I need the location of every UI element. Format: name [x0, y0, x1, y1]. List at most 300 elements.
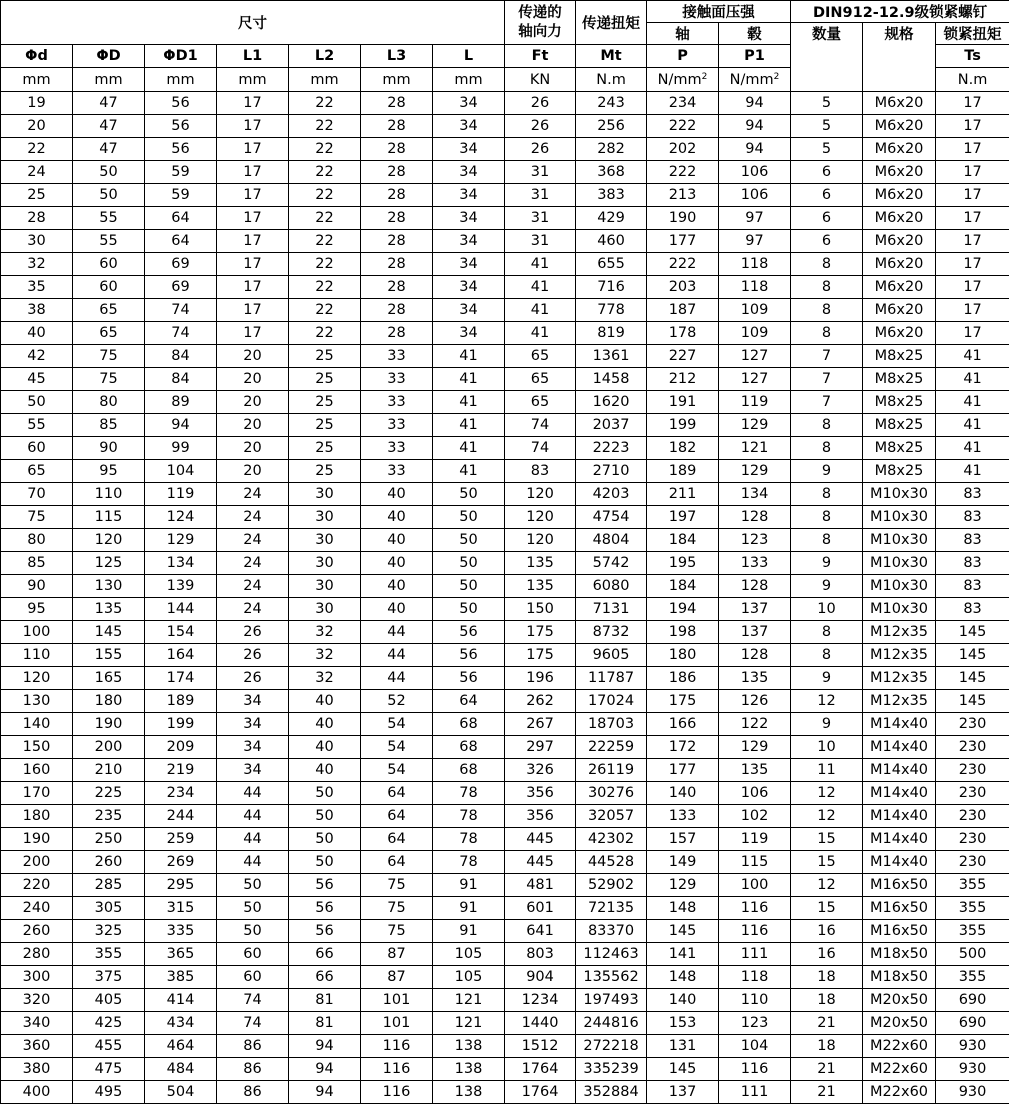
cell-L1: 34	[217, 690, 289, 713]
symbol-L1: L1	[217, 45, 289, 68]
cell-Ts: 230	[936, 759, 1009, 782]
cell-d: 32	[1, 253, 73, 276]
cell-L1: 17	[217, 276, 289, 299]
cell-Mt: 42302	[576, 828, 647, 851]
cell-L3: 64	[361, 782, 433, 805]
cell-L2: 66	[289, 943, 361, 966]
table-row	[1, 529, 1009, 552]
cell-P1: 127	[719, 368, 791, 391]
symbol-Ft: Ft	[505, 45, 576, 68]
cell-D: 90	[73, 437, 145, 460]
cell-Ft: 26	[505, 115, 576, 138]
cell-P: 182	[647, 437, 719, 460]
cell-d: 160	[1, 759, 73, 782]
cell-L: 56	[433, 621, 505, 644]
cell-D: 60	[73, 276, 145, 299]
cell-L1: 50	[217, 874, 289, 897]
cell-P: 137	[647, 1081, 719, 1104]
cell-P1: 116	[719, 1058, 791, 1081]
table-row	[1, 1012, 1009, 1035]
cell-L1: 17	[217, 253, 289, 276]
cell-Ts: 83	[936, 483, 1009, 506]
cell-qty: 21	[791, 1012, 863, 1035]
cell-P1: 126	[719, 690, 791, 713]
cell-spec: M14x40	[863, 782, 936, 805]
cell-D1: 295	[145, 874, 217, 897]
cell-spec: M12x35	[863, 621, 936, 644]
cell-d: 280	[1, 943, 73, 966]
cell-Mt: 32057	[576, 805, 647, 828]
cell-L3: 28	[361, 230, 433, 253]
cell-qty: 11	[791, 759, 863, 782]
cell-D: 85	[73, 414, 145, 437]
axial-force-line2: 轴向力	[505, 23, 575, 42]
table-row	[1, 828, 1009, 851]
cell-Ft: 1234	[505, 989, 576, 1012]
cell-P: 194	[647, 598, 719, 621]
cell-D1: 139	[145, 575, 217, 598]
cell-L: 50	[433, 598, 505, 621]
cell-qty: 10	[791, 598, 863, 621]
cell-qty: 21	[791, 1058, 863, 1081]
cell-D1: 244	[145, 805, 217, 828]
cell-L: 41	[433, 345, 505, 368]
cell-D: 250	[73, 828, 145, 851]
cell-d: 260	[1, 920, 73, 943]
cell-L3: 33	[361, 437, 433, 460]
cell-spec: M8x25	[863, 391, 936, 414]
cell-L1: 20	[217, 437, 289, 460]
cell-d: 70	[1, 483, 73, 506]
table-row	[1, 345, 1009, 368]
symbol-L: L	[433, 45, 505, 68]
cell-spec: M14x40	[863, 713, 936, 736]
cell-Ft: 1764	[505, 1058, 576, 1081]
cell-D: 235	[73, 805, 145, 828]
cell-L: 91	[433, 874, 505, 897]
cell-d: 28	[1, 207, 73, 230]
cell-D1: 74	[145, 299, 217, 322]
cell-D1: 74	[145, 322, 217, 345]
cell-Mt: 778	[576, 299, 647, 322]
cell-spec: M6x20	[863, 230, 936, 253]
cell-P1: 127	[719, 345, 791, 368]
cell-Ts: 41	[936, 414, 1009, 437]
cell-D: 55	[73, 207, 145, 230]
cell-D1: 119	[145, 483, 217, 506]
unit-L2: mm	[289, 68, 361, 92]
cell-Ft: 65	[505, 345, 576, 368]
cell-D1: 56	[145, 92, 217, 115]
cell-D: 65	[73, 322, 145, 345]
cell-Ts: 355	[936, 874, 1009, 897]
cell-qty: 9	[791, 667, 863, 690]
cell-qty: 6	[791, 230, 863, 253]
symbol-Ts: Ts	[936, 45, 1009, 68]
cell-Mt: 18703	[576, 713, 647, 736]
cell-Mt: 460	[576, 230, 647, 253]
cell-P: 180	[647, 644, 719, 667]
table-row	[1, 575, 1009, 598]
cell-L: 50	[433, 529, 505, 552]
cell-P1: 102	[719, 805, 791, 828]
cell-spec: M10x30	[863, 552, 936, 575]
cell-D1: 59	[145, 184, 217, 207]
cell-qty: 10	[791, 736, 863, 759]
cell-L: 56	[433, 667, 505, 690]
cell-L3: 33	[361, 345, 433, 368]
cell-P: 186	[647, 667, 719, 690]
cell-L1: 26	[217, 644, 289, 667]
cell-Ts: 17	[936, 322, 1009, 345]
cell-P1: 122	[719, 713, 791, 736]
cell-L: 50	[433, 483, 505, 506]
cell-P1: 128	[719, 575, 791, 598]
cell-Mt: 8732	[576, 621, 647, 644]
cell-Ft: 120	[505, 529, 576, 552]
cell-spec: M6x20	[863, 138, 936, 161]
cell-L2: 22	[289, 184, 361, 207]
cell-L2: 32	[289, 644, 361, 667]
cell-L: 91	[433, 920, 505, 943]
cell-D1: 385	[145, 966, 217, 989]
cell-P1: 100	[719, 874, 791, 897]
table-row	[1, 483, 1009, 506]
cell-spec: M10x30	[863, 506, 936, 529]
cell-qty: 8	[791, 414, 863, 437]
cell-P: 211	[647, 483, 719, 506]
table-row	[1, 782, 1009, 805]
cell-P: 177	[647, 230, 719, 253]
cell-Ft: 326	[505, 759, 576, 782]
cell-L: 34	[433, 115, 505, 138]
cell-d: 190	[1, 828, 73, 851]
cell-P: 227	[647, 345, 719, 368]
cell-L3: 33	[361, 460, 433, 483]
cell-P: 203	[647, 276, 719, 299]
cell-L3: 101	[361, 989, 433, 1012]
cell-spec: M18x50	[863, 966, 936, 989]
cell-L: 50	[433, 575, 505, 598]
cell-L3: 28	[361, 322, 433, 345]
cell-qty: 8	[791, 322, 863, 345]
cell-D1: 84	[145, 368, 217, 391]
cell-L3: 28	[361, 207, 433, 230]
cell-qty: 7	[791, 345, 863, 368]
cell-d: 130	[1, 690, 73, 713]
cell-P: 234	[647, 92, 719, 115]
cell-L: 34	[433, 322, 505, 345]
cell-D: 130	[73, 575, 145, 598]
cell-Ft: 1512	[505, 1035, 576, 1058]
cell-L: 34	[433, 276, 505, 299]
unit-L1: mm	[217, 68, 289, 92]
cell-L: 50	[433, 552, 505, 575]
cell-D: 260	[73, 851, 145, 874]
cell-L: 34	[433, 138, 505, 161]
cell-Ts: 145	[936, 621, 1009, 644]
cell-D: 60	[73, 253, 145, 276]
cell-L: 121	[433, 1012, 505, 1035]
cell-qty: 15	[791, 851, 863, 874]
table-row	[1, 322, 1009, 345]
cell-Ts: 230	[936, 782, 1009, 805]
cell-D: 47	[73, 138, 145, 161]
cell-D: 225	[73, 782, 145, 805]
cell-L2: 25	[289, 391, 361, 414]
cell-D1: 84	[145, 345, 217, 368]
cell-L1: 24	[217, 552, 289, 575]
cell-L3: 40	[361, 598, 433, 621]
table-row	[1, 920, 1009, 943]
cell-P: 198	[647, 621, 719, 644]
table-row	[1, 874, 1009, 897]
cell-L2: 81	[289, 1012, 361, 1035]
cell-spec: M6x20	[863, 253, 936, 276]
cell-Ft: 65	[505, 391, 576, 414]
cell-Ft: 74	[505, 437, 576, 460]
cell-Ts: 355	[936, 966, 1009, 989]
cell-P1: 135	[719, 667, 791, 690]
cell-D: 305	[73, 897, 145, 920]
cell-L2: 25	[289, 437, 361, 460]
cell-Ts: 145	[936, 644, 1009, 667]
cell-L: 41	[433, 414, 505, 437]
unit-P-base: N/mm	[658, 72, 702, 88]
cell-L1: 60	[217, 966, 289, 989]
cell-d: 360	[1, 1035, 73, 1058]
cell-L2: 50	[289, 805, 361, 828]
cell-qty: 8	[791, 621, 863, 644]
cell-spec: M6x20	[863, 161, 936, 184]
cell-L1: 50	[217, 897, 289, 920]
cell-D: 200	[73, 736, 145, 759]
cell-D: 145	[73, 621, 145, 644]
cell-P: 149	[647, 851, 719, 874]
cell-L: 91	[433, 897, 505, 920]
cell-spec: M8x25	[863, 437, 936, 460]
cell-d: 110	[1, 644, 73, 667]
cell-D: 210	[73, 759, 145, 782]
cell-spec: M14x40	[863, 759, 936, 782]
unit-P1	[719, 68, 791, 92]
cell-D1: 64	[145, 207, 217, 230]
cell-L1: 86	[217, 1081, 289, 1104]
cell-D: 375	[73, 966, 145, 989]
cell-spec: M10x30	[863, 598, 936, 621]
cell-qty: 6	[791, 161, 863, 184]
table-body	[1, 92, 1009, 1104]
cell-spec: M12x35	[863, 644, 936, 667]
cell-P1: 118	[719, 276, 791, 299]
cell-P: 222	[647, 253, 719, 276]
cell-spec: M22x60	[863, 1035, 936, 1058]
cell-qty: 18	[791, 989, 863, 1012]
cell-qty: 12	[791, 805, 863, 828]
cell-D1: 104	[145, 460, 217, 483]
cell-Mt: 83370	[576, 920, 647, 943]
cell-Ft: 120	[505, 506, 576, 529]
cell-qty: 6	[791, 184, 863, 207]
cell-qty: 12	[791, 874, 863, 897]
cell-L2: 25	[289, 414, 361, 437]
cell-D1: 434	[145, 1012, 217, 1035]
cell-L2: 30	[289, 575, 361, 598]
cell-spec: M8x25	[863, 345, 936, 368]
cell-D1: 199	[145, 713, 217, 736]
cell-Ft: 135	[505, 552, 576, 575]
cell-L2: 66	[289, 966, 361, 989]
cell-spec: M6x20	[863, 207, 936, 230]
cell-L2: 30	[289, 552, 361, 575]
cell-L1: 20	[217, 391, 289, 414]
cell-P1: 129	[719, 460, 791, 483]
cell-L2: 32	[289, 621, 361, 644]
cell-Ts: 355	[936, 897, 1009, 920]
cell-Mt: 72135	[576, 897, 647, 920]
cell-P: 187	[647, 299, 719, 322]
cell-L2: 30	[289, 529, 361, 552]
table-row	[1, 621, 1009, 644]
unit-Ts: N.m	[936, 68, 1009, 92]
cell-d: 90	[1, 575, 73, 598]
cell-D: 325	[73, 920, 145, 943]
cell-Mt: 716	[576, 276, 647, 299]
cell-Ft: 1764	[505, 1081, 576, 1104]
cell-L: 34	[433, 299, 505, 322]
cell-D: 75	[73, 345, 145, 368]
cell-spec: M10x30	[863, 575, 936, 598]
cell-Ts: 41	[936, 437, 1009, 460]
cell-L3: 33	[361, 414, 433, 437]
table-row	[1, 851, 1009, 874]
cell-D: 190	[73, 713, 145, 736]
cell-Mt: 197493	[576, 989, 647, 1012]
cell-L: 138	[433, 1035, 505, 1058]
table-row	[1, 690, 1009, 713]
cell-L1: 24	[217, 598, 289, 621]
cell-Mt: 2710	[576, 460, 647, 483]
cell-qty: 15	[791, 897, 863, 920]
cell-d: 38	[1, 299, 73, 322]
cell-D: 75	[73, 368, 145, 391]
symbol-P: P	[647, 45, 719, 68]
cell-Ts: 230	[936, 851, 1009, 874]
cell-Ft: 641	[505, 920, 576, 943]
cell-Ts: 355	[936, 920, 1009, 943]
cell-d: 320	[1, 989, 73, 1012]
cell-Ts: 41	[936, 345, 1009, 368]
symbol-d: Φd	[1, 45, 73, 68]
cell-L2: 22	[289, 138, 361, 161]
cell-L1: 17	[217, 92, 289, 115]
table-row	[1, 805, 1009, 828]
cell-Ts: 17	[936, 161, 1009, 184]
cell-L2: 40	[289, 759, 361, 782]
cell-d: 170	[1, 782, 73, 805]
cell-P: 129	[647, 874, 719, 897]
cell-D: 180	[73, 690, 145, 713]
cell-P1: 116	[719, 897, 791, 920]
cell-Mt: 383	[576, 184, 647, 207]
cell-L1: 44	[217, 805, 289, 828]
cell-L: 68	[433, 759, 505, 782]
cell-D: 155	[73, 644, 145, 667]
cell-P1: 129	[719, 736, 791, 759]
cell-P: 199	[647, 414, 719, 437]
cell-spec: M10x30	[863, 529, 936, 552]
cell-Ft: 356	[505, 782, 576, 805]
cell-d: 19	[1, 92, 73, 115]
cell-Ft: 41	[505, 299, 576, 322]
cell-D1: 189	[145, 690, 217, 713]
cell-spec: M20x50	[863, 989, 936, 1012]
symbol-Mt: Mt	[576, 45, 647, 68]
cell-Mt: 272218	[576, 1035, 647, 1058]
cell-L1: 60	[217, 943, 289, 966]
cell-P: 189	[647, 460, 719, 483]
cell-Ft: 445	[505, 828, 576, 851]
cell-Mt: 17024	[576, 690, 647, 713]
cell-P1: 106	[719, 161, 791, 184]
spec-header: 规格	[863, 23, 936, 92]
cell-L3: 64	[361, 805, 433, 828]
cell-Ts: 83	[936, 529, 1009, 552]
cell-Mt: 2037	[576, 414, 647, 437]
cell-L1: 24	[217, 529, 289, 552]
cell-P1: 106	[719, 184, 791, 207]
size-group-header: 尺寸	[1, 1, 505, 45]
cell-P1: 128	[719, 644, 791, 667]
cell-L1: 17	[217, 138, 289, 161]
cell-D: 120	[73, 529, 145, 552]
cell-L: 56	[433, 644, 505, 667]
cell-d: 220	[1, 874, 73, 897]
cell-Ts: 83	[936, 598, 1009, 621]
cell-qty: 16	[791, 920, 863, 943]
cell-P: 145	[647, 1058, 719, 1081]
cell-D: 135	[73, 598, 145, 621]
cell-L2: 94	[289, 1058, 361, 1081]
cell-D1: 414	[145, 989, 217, 1012]
cell-P: 140	[647, 782, 719, 805]
cell-D1: 209	[145, 736, 217, 759]
cell-L3: 101	[361, 1012, 433, 1035]
cell-L1: 34	[217, 759, 289, 782]
cell-L2: 50	[289, 782, 361, 805]
cell-qty: 7	[791, 368, 863, 391]
cell-spec: M10x30	[863, 483, 936, 506]
cell-P: 140	[647, 989, 719, 1012]
cell-L1: 24	[217, 506, 289, 529]
cell-qty: 8	[791, 644, 863, 667]
cell-L2: 25	[289, 460, 361, 483]
cell-spec: M16x50	[863, 874, 936, 897]
cell-L: 105	[433, 966, 505, 989]
cell-spec: M16x50	[863, 920, 936, 943]
table-row	[1, 644, 1009, 667]
cell-Mt: 6080	[576, 575, 647, 598]
shaft-header: 轴	[647, 23, 719, 45]
cell-L2: 22	[289, 276, 361, 299]
cell-P1: 97	[719, 230, 791, 253]
table-row	[1, 667, 1009, 690]
cell-L: 68	[433, 713, 505, 736]
cell-P1: 106	[719, 782, 791, 805]
table-header	[1, 1, 1009, 92]
cell-L1: 44	[217, 782, 289, 805]
cell-d: 150	[1, 736, 73, 759]
